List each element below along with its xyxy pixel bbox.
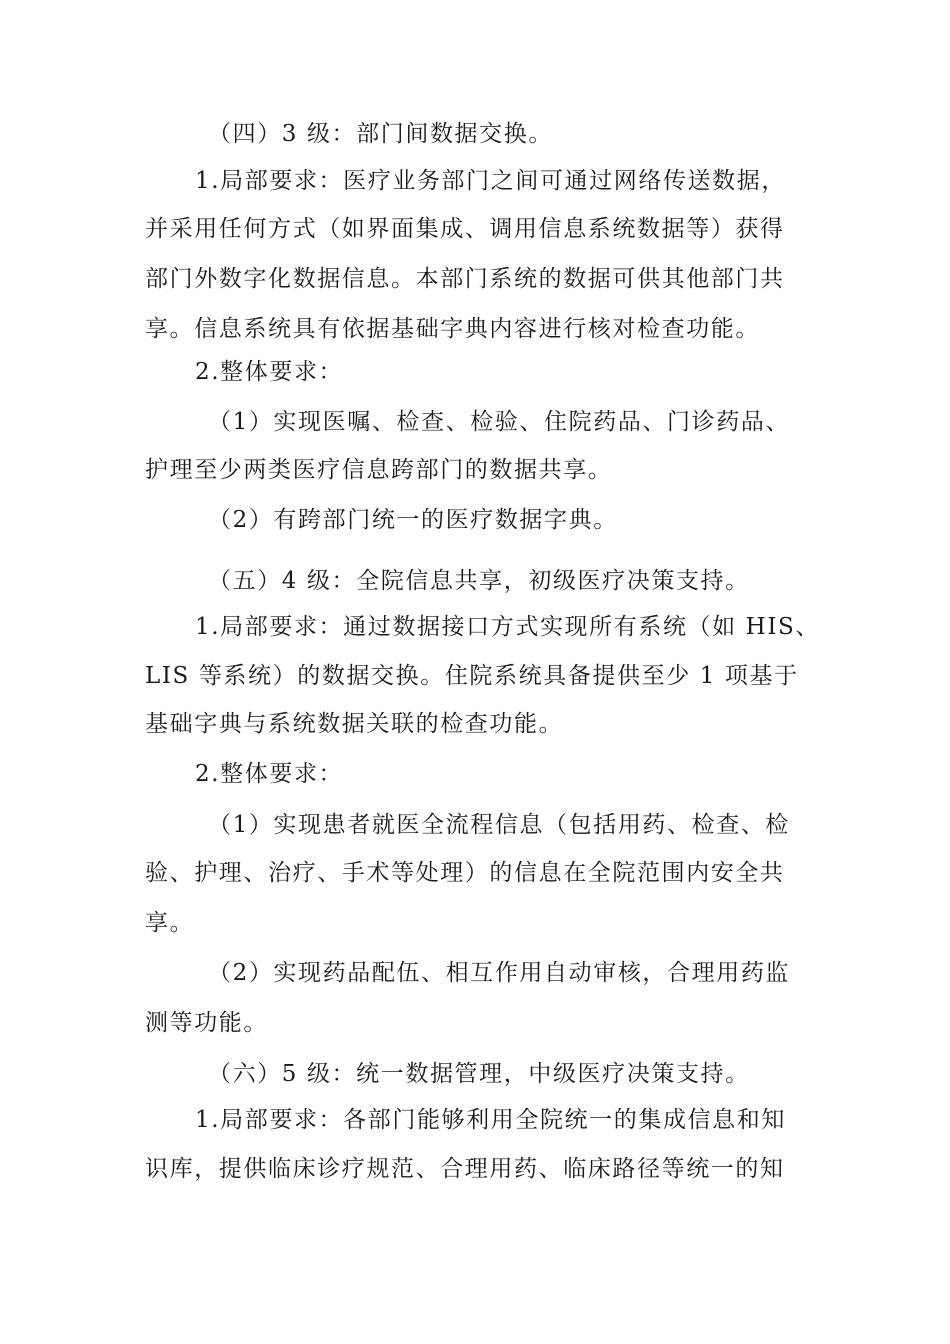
list-item-line: （2）有跨部门统一的医疗数据字典。 [208,507,618,533]
list-item-line: （1）实现患者就医全流程信息（包括用药、检查、检 [208,812,791,838]
paragraph-line: 护理至少两类医疗信息跨部门的数据共享。 [145,457,613,483]
section-heading-level3: （四）3 级：部门间数据交换。 [208,121,553,147]
paragraph-line: 享。信息系统具有依据基础字典内容进行核对检查功能。 [145,316,760,342]
paragraph-line: 1.局部要求：通过数据接口方式实现所有系统（如 HIS、 [195,614,820,640]
paragraph-line: LIS 等系统）的数据交换。住院系统具备提供至少 1 项基于 [145,663,799,689]
paragraph-line: 验、护理、治疗、手术等处理）的信息在全院范围内安全共 [145,860,785,886]
paragraph-line: 测等功能。 [145,1010,268,1036]
subheading-overall: 2.整体要求： [195,359,344,385]
paragraph-line: 享。 [145,910,195,936]
paragraph-line: 1.局部要求：各部门能够利用全院统一的集成信息和知 [195,1107,786,1133]
subheading-overall: 2.整体要求： [195,761,344,787]
section-heading-level5: （六）5 级：统一数据管理，中级医疗决策支持。 [208,1061,750,1087]
paragraph-line: 识库，提供临床诊疗规范、合理用药、临床路径等统一的知 [145,1156,785,1182]
paragraph-line: 并采用任何方式（如界面集成、调用信息系统数据等）获得 [145,216,785,242]
list-item-line: （1）实现医嘱、检查、检验、住院药品、门诊药品、 [208,409,791,435]
section-heading-level4: （五）4 级：全院信息共享，初级医疗决策支持。 [208,568,750,594]
paragraph-line: 部门外数字化数据信息。本部门系统的数据可供其他部门共 [145,266,785,292]
paragraph-line: 基础字典与系统数据关联的检查功能。 [145,711,564,737]
list-item-line: （2）实现药品配伍、相互作用自动审核，合理用药监 [208,960,791,986]
paragraph-line: 1.局部要求：医疗业务部门之间可通过网络传送数据， [195,168,786,194]
